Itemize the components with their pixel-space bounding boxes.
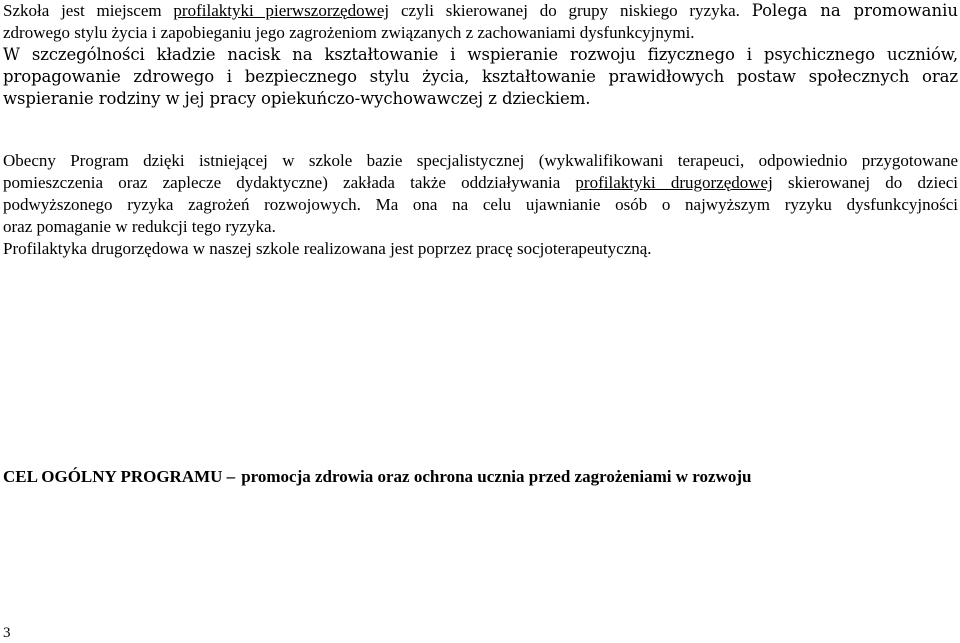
program-line-2-start: pomieszczenia oraz zaplecze dydaktyczne) zakłada także oddziaływania — [3, 173, 576, 192]
program-line-5: Profilaktyka drugorzędowa w naszej szkole realizowana jest poprzez pracę socjoterapeutyczną. — [3, 239, 652, 258]
secondary-prevention-link[interactable]: profilaktyki drugorzędowej — [575, 173, 773, 192]
program-paragraph — [3, 150, 958, 260]
page-number: 3 — [3, 625, 11, 641]
program-line-1: Obecny Program dzięki istniejącej w szkole bazie specjalistycznej (wykwalifikowani terapeuci, odpowiednio przygotowane — [3, 151, 958, 170]
intro-line-1-end: Polega na promowaniu — [751, 1, 958, 20]
goal-text: promocja zdrowia oraz ochrona ucznia przed zagrożeniami w rozwoju — [241, 467, 752, 486]
intro-line-1 — [3, 0, 958, 22]
primary-prevention-link[interactable]: profilaktyki pierwszorzędowej — [173, 1, 390, 20]
intro-line-2: zdrowego stylu życia i zapobieganiu jego zagrożeniom związanych z zachowaniami dysfunkcyjnymi. — [3, 23, 695, 42]
intro-line-5: wspieranie rodziny w jej pracy opiekuńczo-wychowawczej z dzieckiem. — [3, 89, 591, 108]
intro-paragraph — [3, 0, 958, 110]
intro-line-3: W szczególności kładzie nacisk na kształtowanie i wspieranie rozwoju fizycznego i psychicznego uczniów, — [3, 45, 958, 64]
program-line-2 — [3, 172, 958, 194]
intro-line-4: propagowanie zdrowego i bezpiecznego stylu życia, kształtowanie prawidłowych postaw społecznych oraz — [3, 67, 958, 86]
program-line-2-end: skierowanej do dzieci — [772, 173, 959, 192]
program-goal-heading — [3, 466, 751, 488]
goal-label: CEL OGÓLNY PROGRAMU – — [3, 467, 236, 486]
intro-line-1-start: Szkoła jest miejscem — [3, 1, 174, 20]
program-line-3: podwyższonego ryzyka zagrożeń rozwojowych. Ma ona na celu ujawnianie osób o najwyższym ryzyku dysfunkcyjności — [3, 195, 958, 214]
program-line-4: oraz pomaganie w redukcji tego ryzyka. — [3, 217, 276, 236]
intro-line-1-middle: czyli skierowanej do grupy niskiego ryzyka. — [389, 1, 740, 20]
